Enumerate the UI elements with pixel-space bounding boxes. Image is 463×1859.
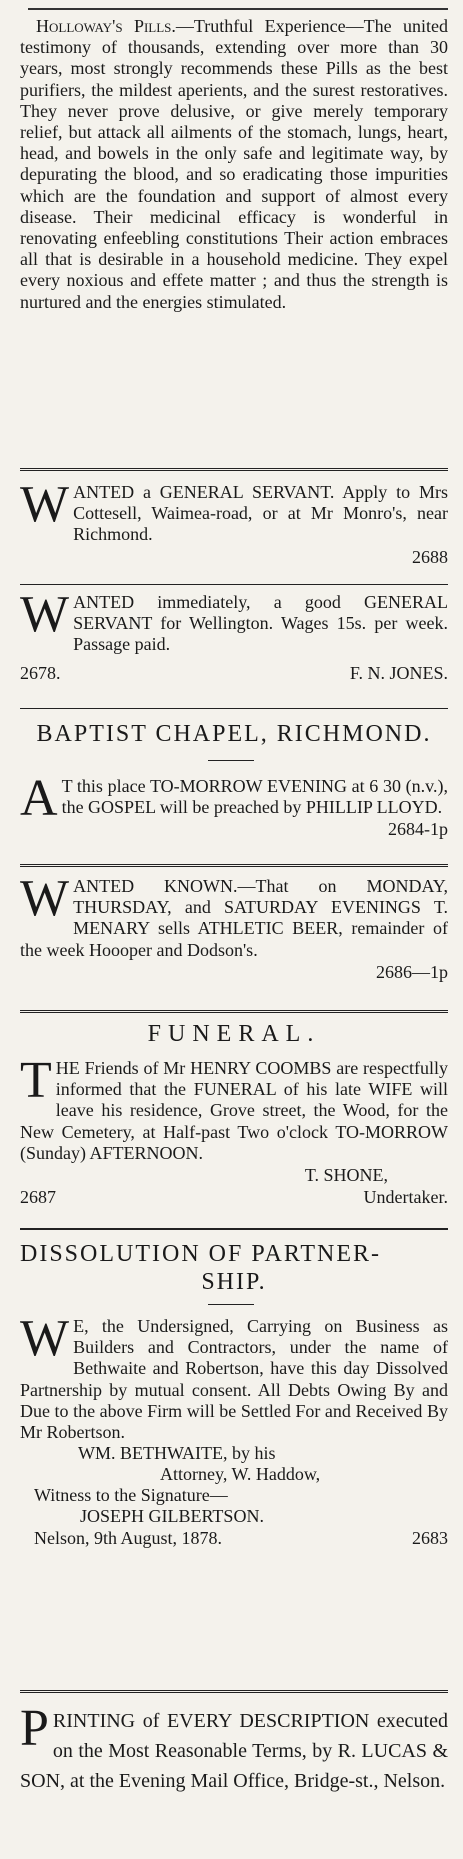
- advert-text: ANTED a GENERAL SERVANT. Apply to Mrs Cottesell, Waimea-road, or at Mr Monro's, near Richmond.: [73, 482, 448, 545]
- section-rule: [20, 708, 448, 709]
- advert-text: ANTED immediately, a good GENERAL SERVANT for Wellington. Wages 15s. per week. Passage paid.: [73, 592, 448, 655]
- advert-text: RINTING of EVERY DESCRIPTION executed on the Most Reasonable Terms, by R. LUCAS & SON, at the Evening Mail Office, Bridge-st., Nelson.: [20, 1710, 448, 1792]
- baptist-chapel-advert: [20, 720, 448, 748]
- advertiser-name: F. N. JONES.: [349, 662, 448, 683]
- wanted-servant-advert: [20, 476, 448, 568]
- advert-number: 2684-1p: [388, 819, 448, 840]
- wanted-immediately-advert: [20, 586, 448, 684]
- short-rule: [208, 760, 254, 761]
- advert-heading: BAPTIST CHAPEL, RICHMOND.: [36, 721, 432, 747]
- advert-text: HE Friends of Mr HENRY COOMBS are respectfully informed that the FUNERAL of his late WIFE will leave his residence, Grove street, the Wood, for the New Cemetery, at Half-past Two o'clock TO-MORROW (Sunday) AFTERNOON.: [20, 1058, 448, 1163]
- short-rule: [208, 1304, 254, 1305]
- advert-number: 2688: [412, 546, 448, 567]
- section-rule: [20, 468, 448, 471]
- advert-heading: DISSOLUTION OF PARTNER-: [20, 1241, 382, 1267]
- holloway-text: [20, 16, 448, 313]
- advert-heading: FUNERAL.: [147, 1021, 321, 1047]
- advert-text: E, the Undersigned, Carrying on Business as Builders and Contractors, under the name of Bethwaite and Robertson, have this day Dissolved Partnership by mutual consent. All Debts Owing By and Due to the above Firm will be Settled For and Received By Mr Robertson.: [20, 1316, 448, 1443]
- signer-name: T. SHONE,: [304, 1165, 388, 1186]
- advert-number: 2683: [412, 1528, 448, 1549]
- drop-cap: P: [20, 1700, 49, 1757]
- holloway-body: —Truthful Experience—The united testimony of thousands, extending over more than 30 years, most strongly recommends these Pills as the best purifiers, the mildest aperients, and the surest restoratives. They never prove delusive, or give merely temporary relief, but attack all ailments of the stomach, lungs, heart, head, and bowels in the only safe and legitimate way, by depurating the blood, and so eradicating those impurities which are the foundation and support of almost every disease. Their medicinal efficacy is wonderful in renovating enfeebling constitutions Their action embraces all that is desirable in a household medicine. They expel every noxious and effete matter ; and thus the strength is nurtured and the energies stimulated.: [20, 16, 448, 312]
- section-rule: [20, 864, 448, 867]
- drop-cap: T: [20, 1052, 52, 1109]
- witness-line: Witness to the Signature—: [34, 1485, 228, 1506]
- advert-number: 2686—1p: [376, 961, 448, 982]
- signature-line-1: WM. BETHWAITE, by his: [78, 1443, 276, 1464]
- top-ornament-rule: [28, 2, 448, 10]
- advert-text: ANTED KNOWN.—That on MONDAY, THURSDAY, and SATURDAY EVENINGS T. MENARY sells ATHLETIC BEER, remainder of the week Hoooper and Dodson's.: [20, 876, 448, 960]
- advert-number: 2687: [20, 1187, 56, 1208]
- section-rule: [20, 1228, 448, 1230]
- drop-cap: W: [20, 1310, 70, 1367]
- signer-title: Undertaker.: [363, 1187, 448, 1208]
- funeral-advert: [20, 1020, 448, 1208]
- dissolution-body: [20, 1310, 448, 1549]
- drop-cap: W: [20, 586, 70, 643]
- witness-name: JOSEPH GILBERTSON.: [80, 1506, 264, 1527]
- drop-cap: W: [20, 870, 70, 927]
- drop-cap: A: [20, 770, 58, 827]
- section-rule: [20, 1690, 448, 1693]
- section-rule: [20, 1010, 448, 1013]
- baptist-chapel-body: [20, 770, 448, 840]
- printing-advert: [20, 1700, 448, 1796]
- drop-cap: W: [20, 476, 70, 533]
- dissolution-advert: [20, 1240, 448, 1296]
- advert-heading-cont: SHIP.: [201, 1269, 267, 1295]
- signature-line-2: Attorney, W. Haddow,: [160, 1464, 321, 1485]
- holloway-advert: [20, 16, 448, 313]
- place-date: Nelson, 9th August, 1878.: [34, 1528, 223, 1549]
- advert-number: 2678.: [20, 662, 61, 683]
- advert-text: T this place TO-MORROW EVENING at 6 30 (n.v.), the GOSPEL will be preached by PHILLIP LLOYD.: [61, 776, 448, 818]
- holloway-lead: Holloway's Pills.: [36, 16, 176, 36]
- wanted-known-advert: [20, 870, 448, 983]
- section-rule: [20, 584, 448, 585]
